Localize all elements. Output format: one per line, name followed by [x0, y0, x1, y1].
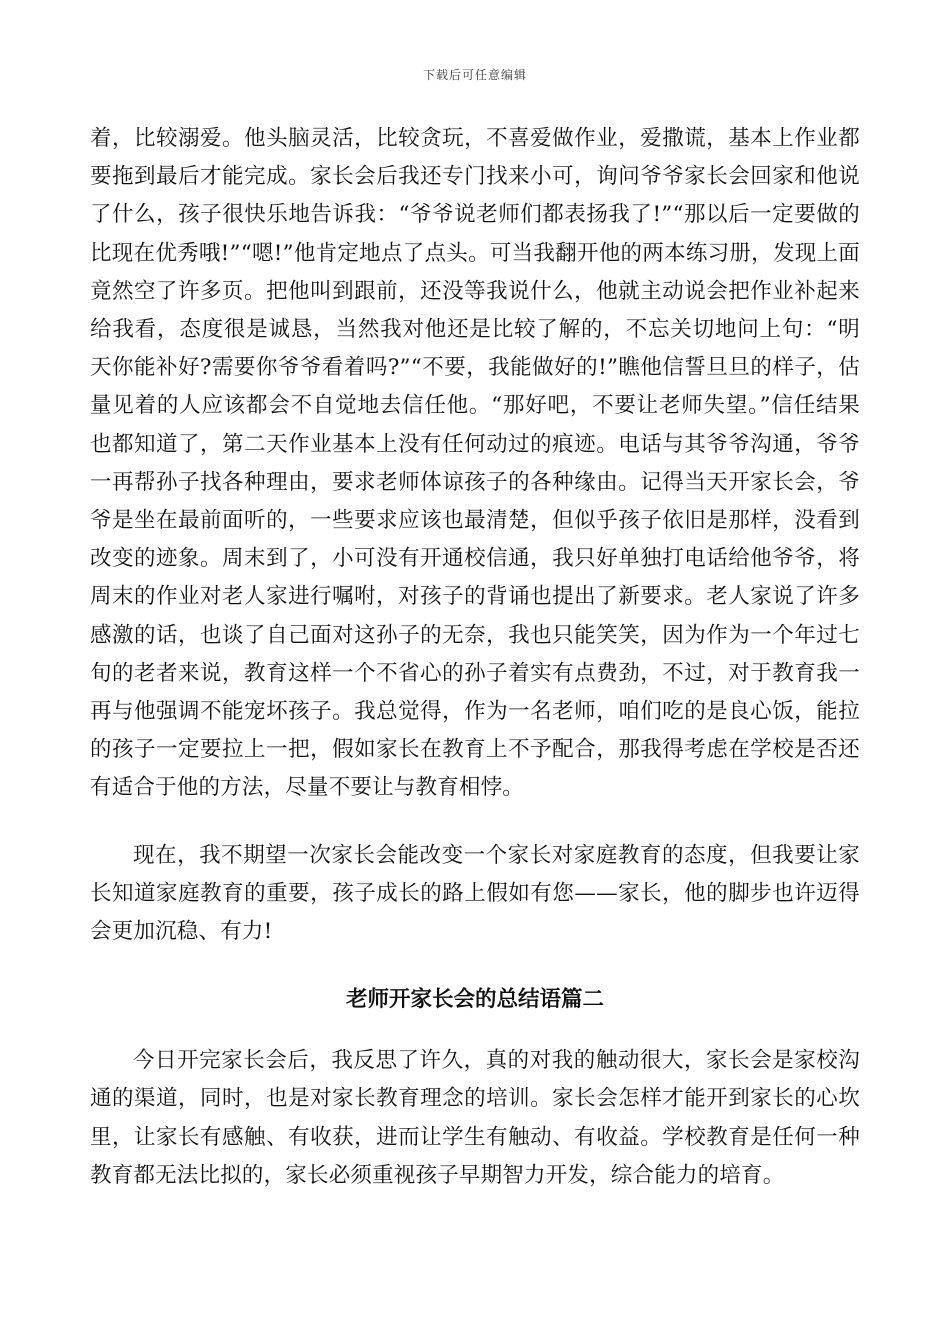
paragraph-continued: 着，比较溺爱。他头脑灵活，比较贪玩，不喜爱做作业，爱撒谎，基本上作业都要拖到最后才能完成。家长会后我还专门找来小可，询问爷爷家长会回家和他说了什么，孩子很快乐地告诉我：“爷爷说老师们都表扬我了!”“那以后一定要做的比现在优秀哦!”“嗯!”他肯定地点了点头。可当我翻开他的两本练习册，发现上面竟然空了许多页。把他叫到跟前，还没等我说什么，他就主动说会把作业补起来给我看，态度很是诚恳，当然我对他还是比较了解的，不忘关切地问上句：“明天你能补好?需要你爷爷看着吗?”“不要，我能做好的!”瞧他信誓旦旦的样子，估量见着的人应该都会不自觉地去信任他。“那好吧，不要让老师失望。”信任结果也都知道了，第二天作业基本上没有任何动过的痕迹。电话与其爷爷沟通，爷爷一再帮孙子找各种理由，要求老师体谅孩子的各种缘由。记得当天开家长会，爷爷是坐在最前面听的，一些要求应该也最清楚，但似乎孩子依旧是那样，没看到改变的迹象。周末到了，小可没有开通校信通，我只好单独打电话给他爷爷，将周末的作业对老人家进行嘱咐，对孩子的背诵也提出了新要求。老人家说了许多感激的话，也谈了自己面对这孙子的无奈，我也只能笑笑，因为作为一个年过七旬的老者来说，教育这样一个不省心的孙子着实有点费劲，不过，对于教育我一再与他强调不能宠坏孩子。我总觉得，作为一名老师，咱们吃的是良心饭，能拉的孩子一定要拉上一把，假如家长在教育上不予配合，那我得考虑在学校是否还有适合于他的方法，尽量不要让与教育相悖。: [90, 126, 860, 801]
section-title: 老师开家长会的总结语篇二: [345, 987, 604, 1013]
document-body: [90, 120, 860, 1195]
page-header-note: 下载后可任意编辑: [422, 68, 527, 82]
paragraph-conclusion: 现在，我不期望一次家长会能改变一个家长对家庭教育的态度，但我要让家长知道家庭教育的重要，孩子成长的路上假如有您——家长，他的脚步也许迈得会更加沉稳、有力!: [90, 842, 860, 945]
paragraph-section-two-intro: 今日开完家长会后，我反思了许久，真的对我的触动很大，家长会是家校沟通的渠道，同时，也是对家长教育理念的培训。家长会怎样才能开到家长的心坎里，让家长有感触、有收获，进而让学生有触动、有收益。学校教育是任何一种教育都无法比拟的，家长必须重视孩子早期智力开发，综合能力的培育。: [90, 1048, 860, 1188]
